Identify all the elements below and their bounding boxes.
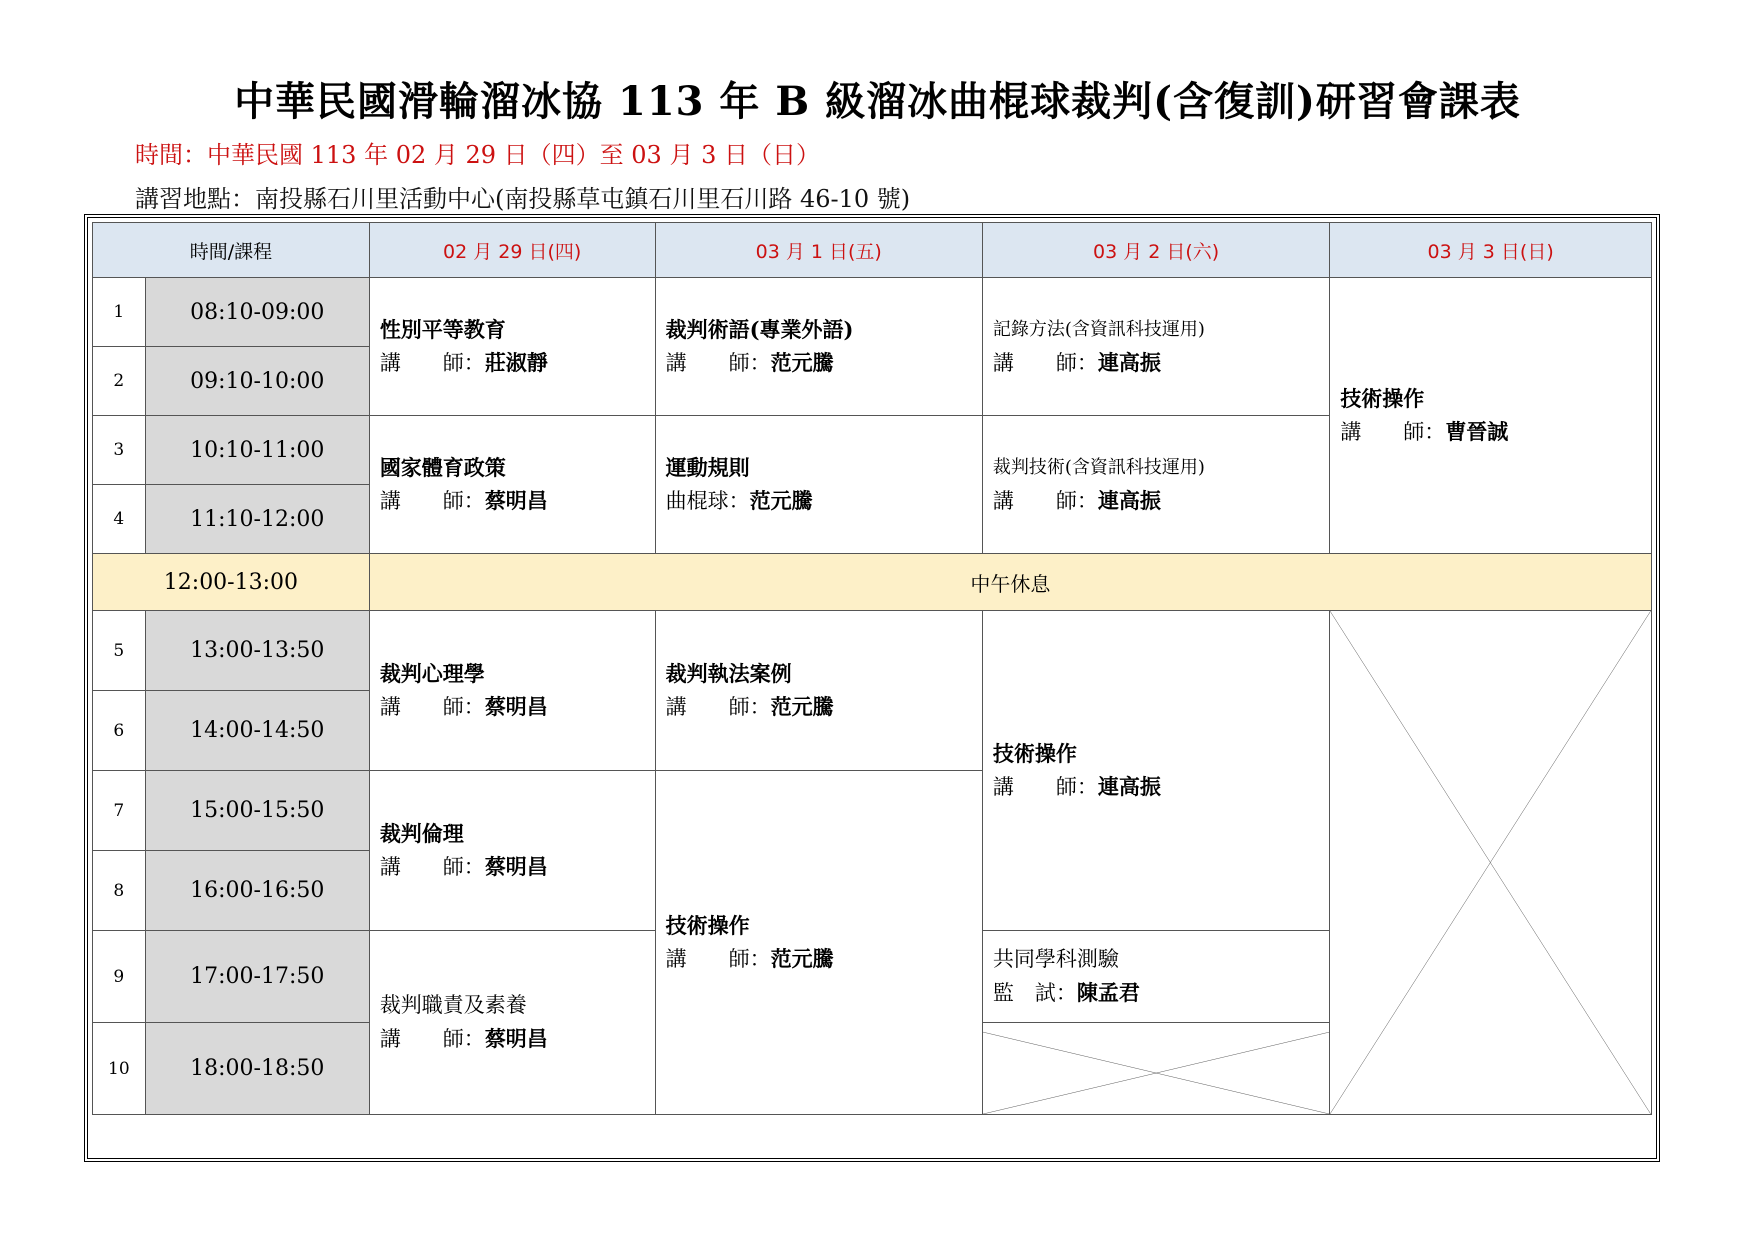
- venue-line: 講習地點：南投縣石川里活動中心(南投縣草屯鎮石川里石川路 46-10 號): [135, 185, 911, 213]
- table-row: [93, 611, 1652, 691]
- course-cell: [655, 611, 982, 771]
- schedule-table: [92, 222, 1652, 1115]
- slot-number: 6: [93, 691, 146, 771]
- lunch-row: [93, 554, 1652, 611]
- table-row: [93, 278, 1652, 347]
- teacher-label: 講 師：: [379, 351, 485, 375]
- slot-time: 17:00-17:50: [145, 931, 369, 1023]
- slot-number: 4: [93, 485, 146, 554]
- course-cell: [982, 416, 1329, 554]
- slot-number: 9: [93, 931, 146, 1023]
- slot-number: 7: [93, 771, 146, 851]
- slot-number: 5: [93, 611, 146, 691]
- teacher-label: 講 師：: [992, 489, 1098, 513]
- teacher-name: 陳孟君: [1076, 980, 1140, 1005]
- slot-number: 8: [93, 851, 146, 931]
- course-cell: [655, 278, 982, 416]
- lunch-label: 中午休息: [369, 554, 1651, 611]
- cross-mark: [1330, 611, 1651, 1114]
- header-row: [93, 223, 1652, 278]
- course-cell: [1330, 278, 1652, 554]
- course-name: 技術操作: [992, 741, 1077, 766]
- teacher-name: 曹晉誠: [1445, 419, 1509, 444]
- teacher-label: 講 師：: [665, 947, 771, 971]
- slot-number: 1: [93, 278, 146, 347]
- course-cell: [369, 611, 655, 771]
- header-day-2: 03 月 1 日(五): [655, 223, 982, 278]
- course-name: 裁判心理學: [379, 661, 485, 686]
- teacher-name: 蔡明昌: [484, 854, 548, 879]
- slot-time: 16:00-16:50: [145, 851, 369, 931]
- empty-cell: [1330, 611, 1652, 1115]
- lunch-time: 12:00-13:00: [93, 554, 370, 611]
- course-name: 共同學科測驗: [992, 947, 1119, 971]
- course-name: 裁判倫理: [379, 821, 464, 846]
- page-title: 中華民國滑輪溜冰協 113 年 B 級溜冰曲棍球裁判(含復訓)研習會課表: [234, 78, 1521, 125]
- teacher-name: 連高振: [1097, 350, 1161, 375]
- teacher-label: 講 師：: [1340, 420, 1446, 444]
- teacher-label: 講 師：: [992, 351, 1098, 375]
- course-cell: [655, 771, 982, 1115]
- course-name: 裁判執法案例: [665, 661, 792, 686]
- teacher-label: 講 師：: [379, 1027, 485, 1051]
- course-name: 國家體育政策: [379, 455, 506, 480]
- slot-number: 3: [93, 416, 146, 485]
- course-cell: [982, 931, 1329, 1023]
- teacher-name: 連高振: [1097, 488, 1161, 513]
- header-day-1: 02 月 29 日(四): [369, 223, 655, 278]
- teacher-name: 范元騰: [770, 350, 834, 375]
- role-label: 曲棍球：: [665, 489, 750, 513]
- course-cell: [369, 278, 655, 416]
- cross-mark: [983, 1023, 1329, 1114]
- teacher-label: 講 師：: [379, 489, 485, 513]
- slot-time: 08:10-09:00: [145, 278, 369, 347]
- slot-time: 14:00-14:50: [145, 691, 369, 771]
- slot-time: 11:10-12:00: [145, 485, 369, 554]
- course-cell: [982, 611, 1329, 931]
- teacher-name: 蔡明昌: [484, 488, 548, 513]
- teacher-name: 連高振: [1097, 774, 1161, 799]
- schedule-period: 時間：中華民國 113 年 02 月 29 日（四）至 03 月 3 日（日）: [135, 141, 820, 169]
- teacher-label: 講 師：: [992, 775, 1098, 799]
- teacher-name: 蔡明昌: [484, 694, 548, 719]
- slot-time: 15:00-15:50: [145, 771, 369, 851]
- header-day-3: 03 月 2 日(六): [982, 223, 1329, 278]
- teacher-label: 講 師：: [379, 695, 485, 719]
- teacher-name: 莊淑靜: [484, 350, 548, 375]
- course-name: 記錄方法(含資訊科技運用): [992, 319, 1205, 340]
- header-day-4: 03 月 3 日(日): [1330, 223, 1652, 278]
- course-name: 技術操作: [1340, 386, 1425, 411]
- course-name: 裁判術語(專業外語): [665, 317, 854, 342]
- course-name: 運動規則: [665, 455, 750, 480]
- course-name: 裁判職責及素養: [379, 993, 527, 1017]
- course-cell: [655, 416, 982, 554]
- course-cell: [369, 771, 655, 931]
- header-corner: 時間/課程: [93, 223, 370, 278]
- slot-time: 09:10-10:00: [145, 347, 369, 416]
- slot-number: 2: [93, 347, 146, 416]
- teacher-label: 講 師：: [379, 855, 485, 879]
- slot-number: 10: [93, 1023, 146, 1115]
- course-name: 性別平等教育: [379, 317, 506, 342]
- teacher-label: 講 師：: [665, 351, 771, 375]
- course-cell: [369, 931, 655, 1115]
- empty-cell: [982, 1023, 1329, 1115]
- teacher-name: 蔡明昌: [484, 1026, 548, 1051]
- slot-time: 13:00-13:50: [145, 611, 369, 691]
- teacher-name: 范元騰: [770, 694, 834, 719]
- course-name: 裁判技術(含資訊科技運用): [992, 457, 1205, 478]
- slot-time: 18:00-18:50: [145, 1023, 369, 1115]
- role-label: 監 試：: [992, 981, 1077, 1005]
- course-cell: [982, 278, 1329, 416]
- teacher-name: 范元騰: [749, 488, 813, 513]
- teacher-label: 講 師：: [665, 695, 771, 719]
- slot-time: 10:10-11:00: [145, 416, 369, 485]
- course-name: 技術操作: [665, 913, 750, 938]
- course-cell: [369, 416, 655, 554]
- teacher-name: 范元騰: [770, 946, 834, 971]
